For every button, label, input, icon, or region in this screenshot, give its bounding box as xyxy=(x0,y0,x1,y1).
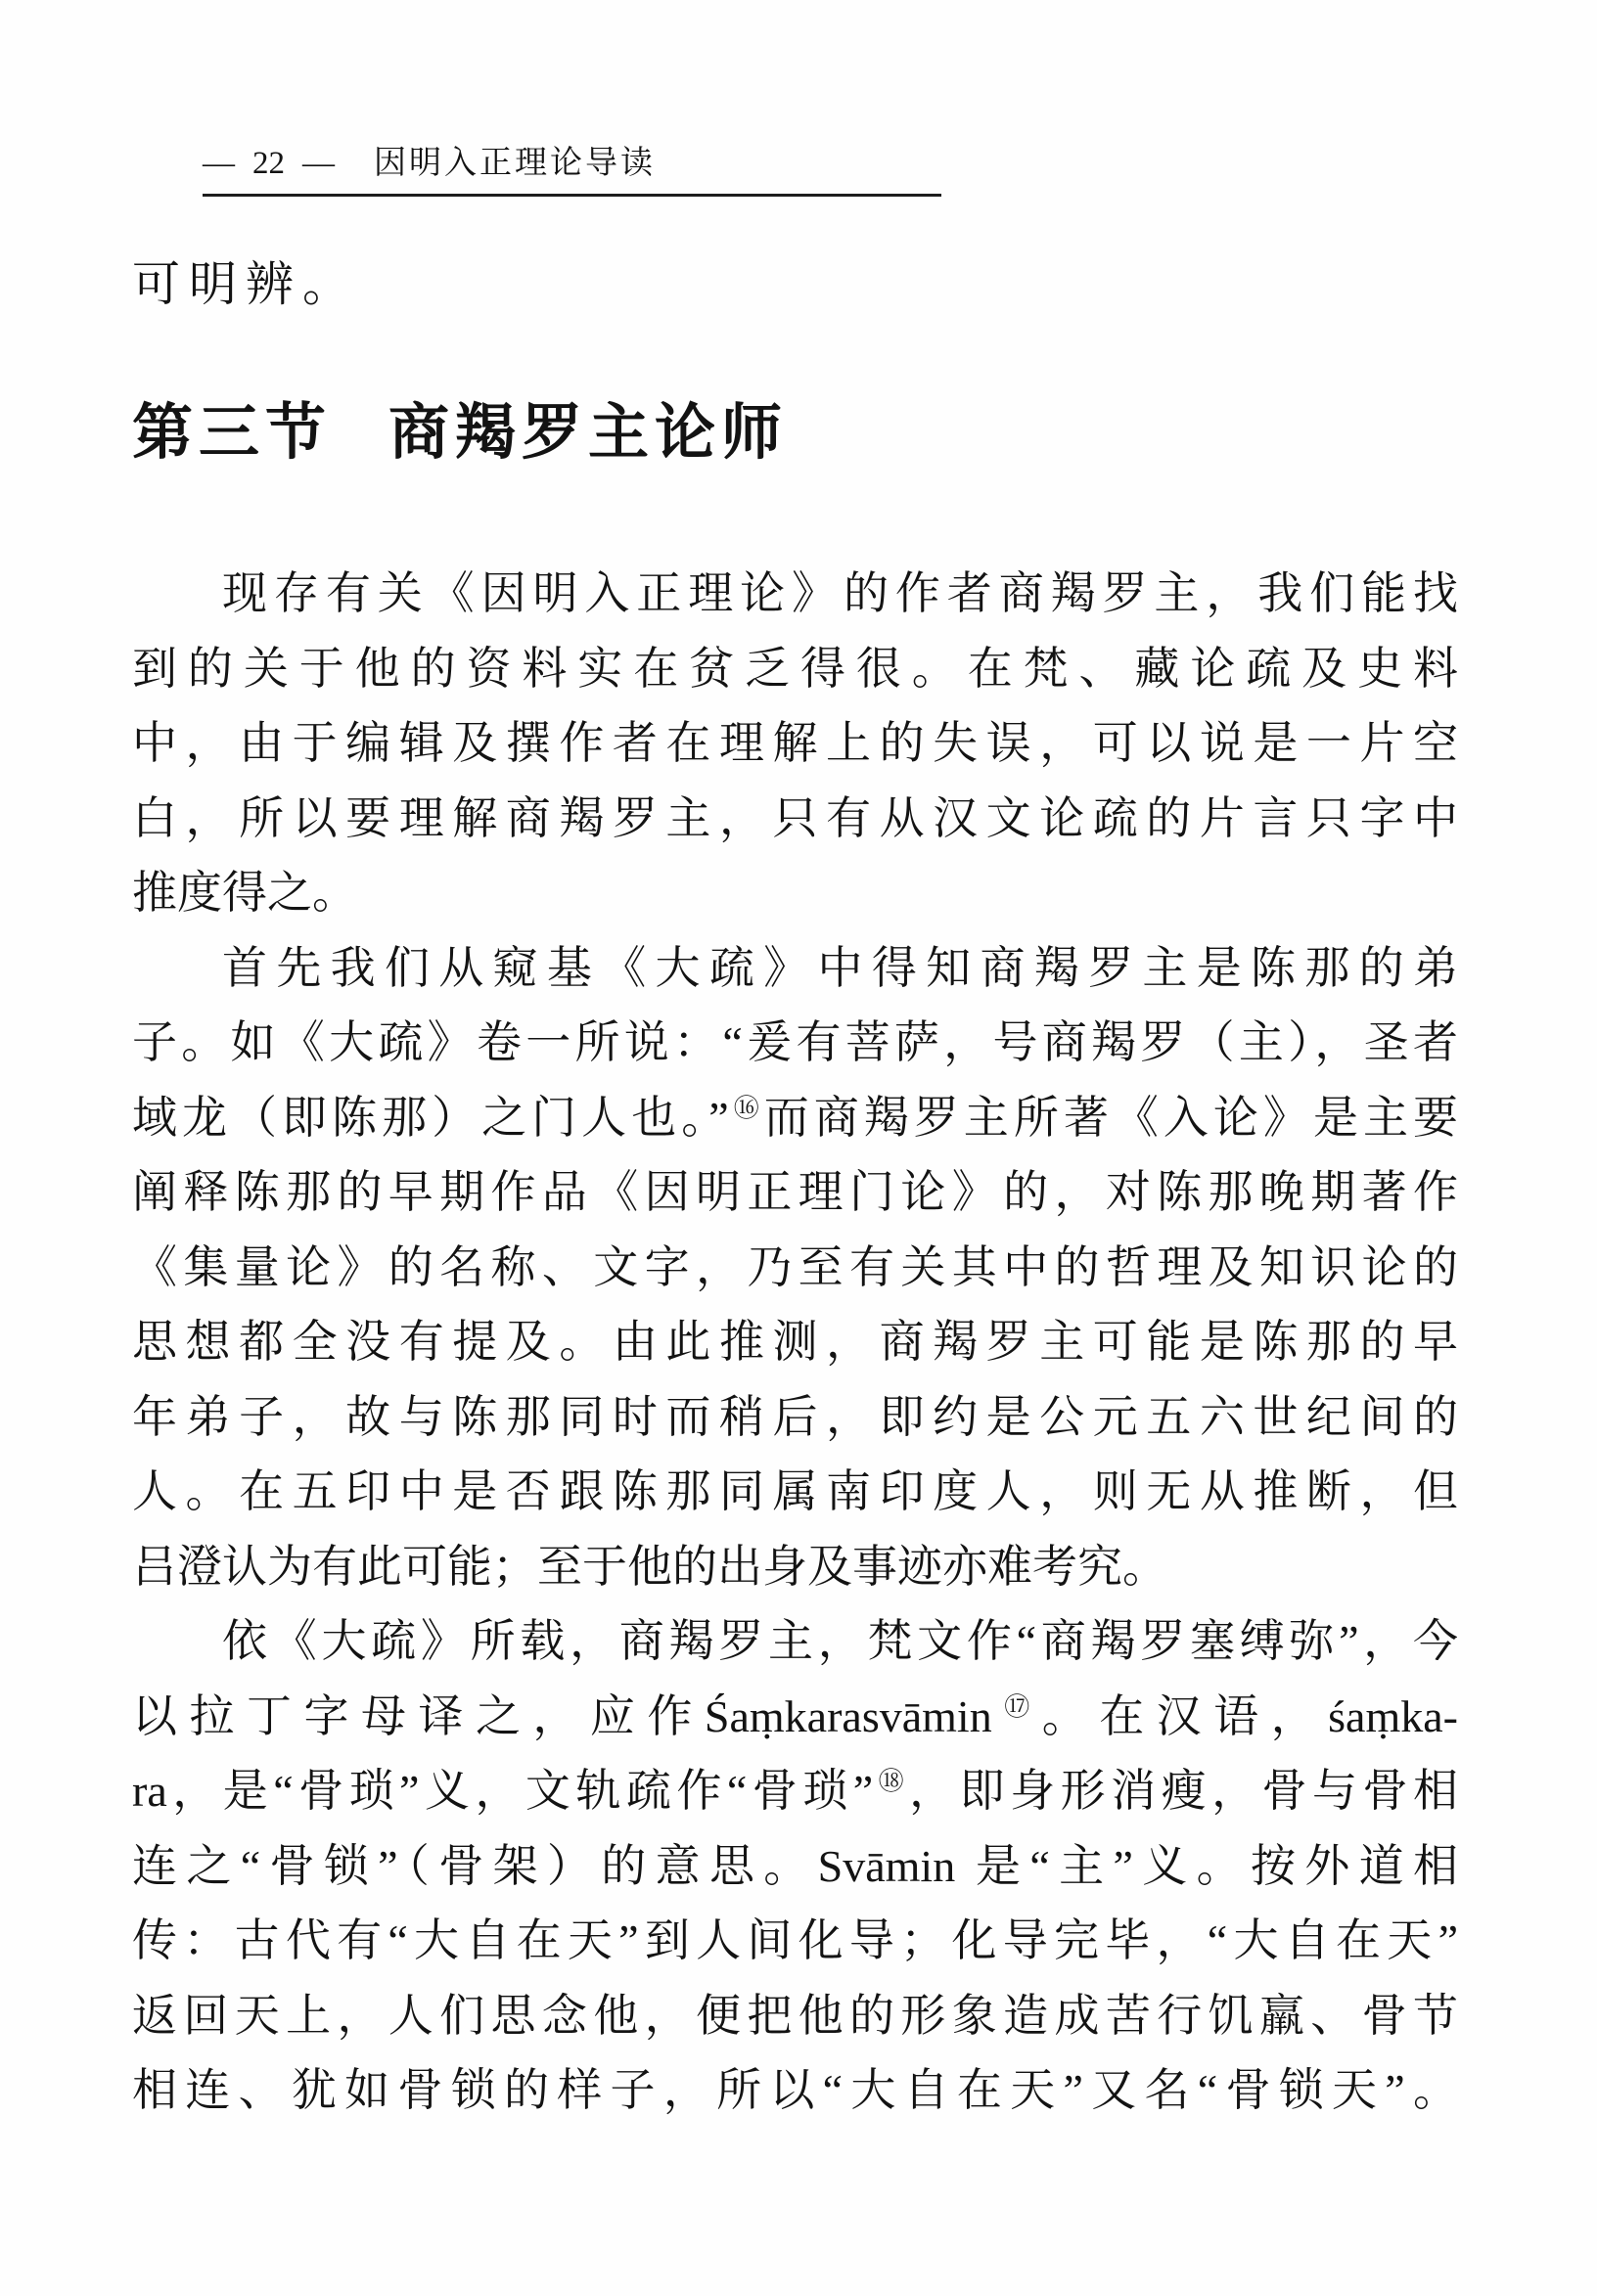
text-line: 年弟子，故与陈那同时而稍后，即约是公元五六世纪间的 xyxy=(132,1391,1458,1442)
text-line: 中，由于编辑及撰作者在理解上的失误，可以说是一片空 xyxy=(132,718,1458,768)
section-number: 第三节 xyxy=(132,400,333,467)
carryover-text: 可明辨。 xyxy=(132,257,360,311)
text-line: 域龙（即陈那）之门人也。”⑯而商羯罗主所著《入论》是主要 xyxy=(132,1092,1458,1143)
text-line: 现存有关《因明入正理论》的作者商羯罗主，我们能找 xyxy=(222,568,1458,618)
footnote-marker: ⑯ xyxy=(728,1094,764,1123)
section-heading xyxy=(132,400,1458,467)
text-line: 到的关于他的资料实在贫乏得很。在梵、藏论疏及史料 xyxy=(132,643,1458,694)
text-line: 返回天上，人们思念他，便把他的形象造成苦行饥羸、骨节 xyxy=(132,1990,1458,2041)
running-book-title: 因明入正理论导读 xyxy=(374,146,656,181)
text-line: 人。在五印中是否跟陈那同属南印度人，则无从推断，但 xyxy=(132,1466,1458,1516)
text-line: 相连、犹如骨锁的样子，所以“大自在天”又名“骨锁天”。 xyxy=(132,2065,1458,2115)
header-rule xyxy=(203,194,941,197)
text-line: 首先我们从窥基《大疏》中得知商羯罗主是陈那的弟 xyxy=(222,942,1458,993)
text-line: 子。如《大疏》卷一所说：“爰有菩萨，号商羯罗（主），圣者 xyxy=(132,1017,1458,1067)
text-line: 以拉丁字母译之，应作Śaṃkarasvāmin⑰。在汉语，śaṃka- xyxy=(132,1690,1458,1741)
footnote-marker: ⑰ xyxy=(991,1692,1042,1722)
text-line: 《集量论》的名称、文字，乃至有关其中的哲理及知识论的 xyxy=(132,1241,1458,1292)
body-text-block xyxy=(132,557,1458,2129)
text-line: 吕澄认为有此可能；至于他的出身及事迹亦难考究。 xyxy=(132,1541,1167,1592)
footnote-marker: ⑱ xyxy=(873,1767,910,1796)
text-line: 连之“骨锁”（骨架）的意思。Svāmin 是“主”义。按外道相 xyxy=(132,1840,1458,1891)
header-dash-right: — xyxy=(302,146,335,181)
header-dash-left: — xyxy=(203,146,235,181)
text-line: 推度得之。 xyxy=(132,868,357,918)
text-line: 思想都全没有提及。由此推测，商羯罗主可能是陈那的早 xyxy=(132,1317,1458,1367)
section-title: 商羯罗主论师 xyxy=(388,400,789,467)
text-line: 传：古代有“大自在天”到人间化导；化导完毕，“大自在天” xyxy=(132,1915,1458,1965)
page-header xyxy=(203,145,1458,182)
text-line: 白，所以要理解商羯罗主，只有从汉文论疏的片言只字中 xyxy=(132,792,1458,843)
page-number: 22 xyxy=(252,146,285,181)
text-line: 阐释陈那的早期作品《因明正理门论》的，对陈那晚期著作 xyxy=(132,1167,1458,1217)
text-line: ra，是“骨琐”义，文轨疏作“骨琐”⑱，即身形消瘦，骨与骨相 xyxy=(132,1766,1459,1816)
text-line: 依《大疏》所载，商羯罗主，梵文作“商羯罗塞缚弥”，今 xyxy=(222,1616,1458,1666)
